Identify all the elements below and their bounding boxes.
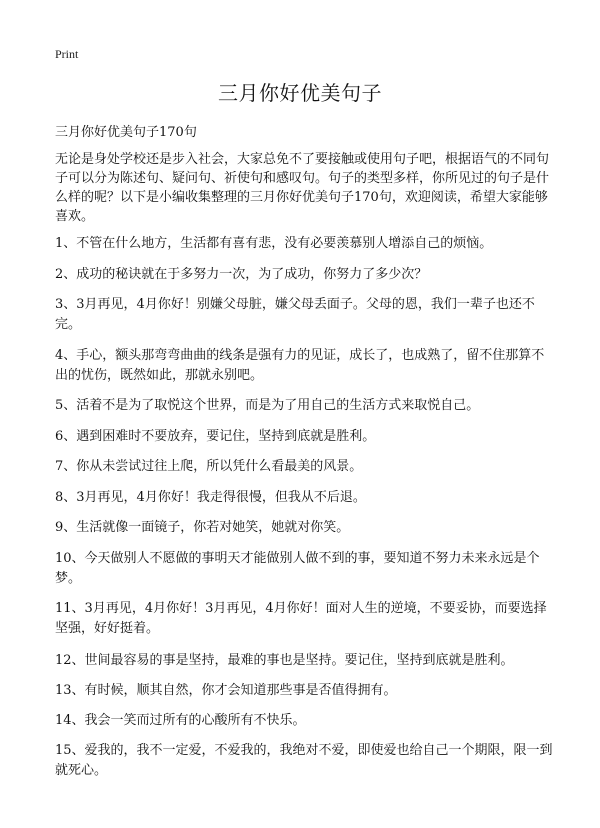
intro-paragraph: 无论是身处学校还是步入社会，大家总免不了要接触或使用句子吧，根据语气的不同句子可以分为陈述句、疑问句、祈使句和感叹句。句子的类型多样，你所见过的句子是什么样的呢？以下是小编收集整理的三月你好优美句子170句，欢迎阅读，希望大家能够喜欢。 [55, 152, 550, 224]
list-item: 6、遇到困难时不要放弃，要记住，坚持到底就是胜利。 [55, 429, 376, 444]
list-item: 15、爱我的，我不一定爱，不爱我的，我绝对不爱，即使爱也给自己一个期限，限一到就死心。 [55, 743, 553, 778]
list-item: 13、有时候，顺其自然，你才会知道那些事是否值得拥有。 [55, 683, 397, 698]
list-item: 9、生活就像一面镜子，你若对她笑，她就对你笑。 [55, 520, 350, 535]
list-item: 3、3月再见，4月你好！别嫌父母脏，嫌父母丢面子。父母的恩，我们一辈子也还不完。 [55, 297, 535, 332]
list-item: 5、活着不是为了取悦这个世界，而是为了用自己的生活方式来取悦自己。 [55, 398, 480, 413]
list-item: 7、你从未尝试过往上爬，所以凭什么看最美的风景。 [55, 459, 363, 474]
print-link[interactable]: Print [55, 47, 79, 61]
page-title: 三月你好优美句子 [218, 81, 382, 105]
list-item: 10、今天做别人不愿做的事明天才能做别人做不到的事，要知道不努力未来永远是个梦。 [55, 551, 540, 586]
list-item: 14、我会一笑而过所有的心酸所有不快乐。 [55, 713, 306, 728]
list-item: 2、成功的秘诀就在于多努力一次，为了成功，你努力了多少次？ [55, 267, 428, 282]
list-item: 4、手心，额头那弯弯曲曲的线条是强有力的见证，成长了，也成熟了，留不住那算不出的忧伤，既然如此，那就永别吧。 [55, 348, 545, 383]
list-item: 12、世间最容易的事是坚持，最难的事也是坚持。要记住，坚持到底就是胜利。 [55, 653, 514, 668]
list-item: 8、3月再见，4月你好！我走得很慢，但我从不后退。 [55, 490, 366, 505]
list-item: 11、3月再见，4月你好！3月再见，4月你好！面对人生的逆境，不要妥协，而要选择坚强，好好挺着。 [55, 601, 547, 636]
page-subtitle: 三月你好优美句子170句 [55, 125, 197, 140]
list-item: 1、不管在什么地方，生活都有喜有悲，没有必要羡慕别人增添自己的烦恼。 [55, 236, 493, 251]
